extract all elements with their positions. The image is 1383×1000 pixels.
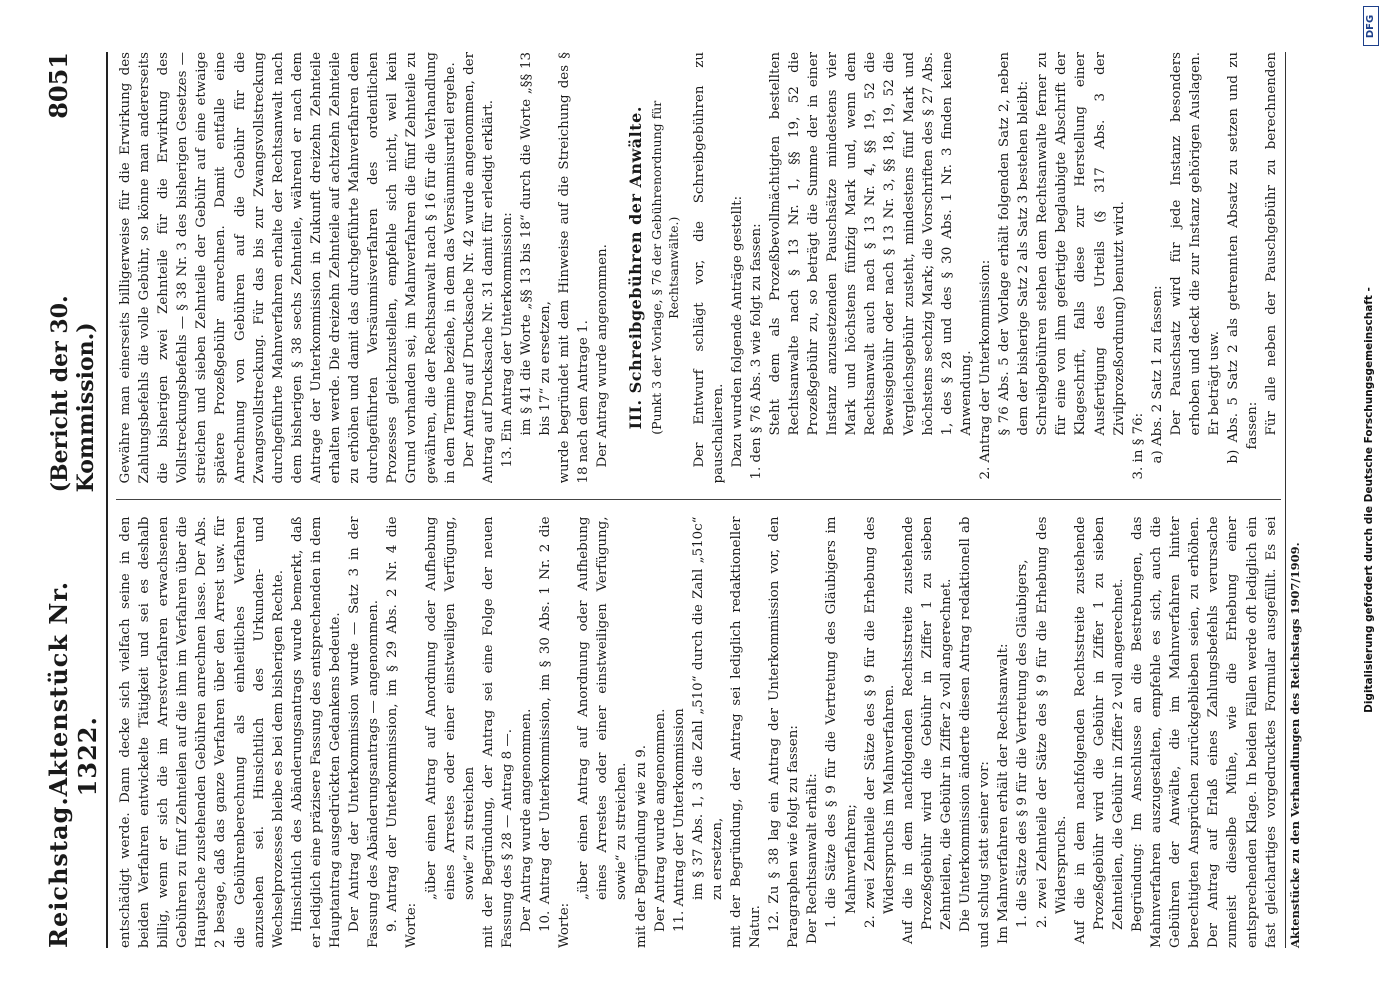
paragraph: Der Antrag wurde angenommen.: [652, 708, 668, 932]
digitization-credit: [1356, 0, 1382, 1000]
list-item: 2. zwei Zehnteile der Sätze des § 9 für die Erhebung des Widerspruchs.: [1034, 516, 1069, 928]
section-heading: III. Schreibgebühren der Anwälte.: [626, 106, 646, 430]
paragraph: 10. Antrag der Unterkommission, im § 30 Abs. 1 Nr. 2 die Worte:: [538, 516, 573, 948]
credit-text: Digitalisierung gefördert durch die Deutsche Forschungsgemeinschaft -: [1363, 287, 1375, 713]
header-reichstag: Reichstag.: [44, 796, 73, 948]
column-left: [116, 517, 1281, 949]
list-item: 2. zwei Zehnteile der Sätze des § 9 für die Erhebung des Widerspruchs im Mahnverfahren.: [862, 516, 897, 928]
paragraph: mit der Begründung, der Antrag sei lediglich redaktioneller Natur.: [729, 516, 764, 948]
quoted-text: „über einen Antrag auf Anordnung oder Aufhebung eines Arrestes oder einer einstweiligen Verfügung, sowie“ zu streichen: [423, 516, 477, 900]
text-columns: [116, 52, 1281, 948]
paragraph: Auf die in dem nachfolgenden Rechtsstreite zustehende Prozeßgebühr wird die Gebühr in Ziffer 1 zu sieben Zehnteilen, die Gebühr in Ziffer 2 voll angerechnet.: [900, 516, 955, 944]
paragraph: mit der Begründung, der Antrag sei eine Folge der neuen Fassung des § 28 — Antrag 8 —.: [480, 516, 515, 948]
dfg-logo-text: DFG: [1365, 14, 1377, 38]
paragraph: Begründung: Im Anschlusse an die Bestrebungen, das Mahnverfahren auszugestalten, empfehle es sich, auch die Gebühren der Anwälte, die im Mahnverfahren hinter berechtigten Ansprüchen zurückgeblieben seien, zu erhöhen. Der Antrag auf Erlaß eines Zahlungsbefehls verursache zumeist dieselbe Mühe, wie die Erhebung einer entsprechenden Klage. In beiden Fällen werde oft lediglich ein fast gleichartiges vorgedrucktes Formular ausgefüllt. Es sei: [1129, 516, 1279, 948]
column-rule: [116, 500, 1281, 501]
list-item: 1. den § 76 Abs. 3 wie folgt zu fassen:: [748, 223, 764, 480]
paragraph: mit der Begründung wie zu 9.: [633, 744, 649, 948]
running-head: [44, 52, 108, 948]
list-item: 3. in § 76:: [1130, 412, 1146, 480]
paragraph: Dazu wurden folgende Anträge gestellt:: [729, 195, 745, 468]
section-subheading: (Punkt 3 der Vorlage, § 76 der Gebührenordnung für Rechtsanwälte.): [648, 100, 681, 435]
paragraph: 11. Antrag der Unterkommission: [671, 708, 687, 932]
paragraph: Im Mahnverfahren erhält der Rechtsanwalt:: [996, 643, 1012, 944]
document-page: [38, 30, 1328, 970]
paragraph: Die Unterkommission änderte diesen Antrag redaktionell ab und schlug statt seiner vor:: [958, 516, 993, 948]
paragraph: Der Rechtsanwalt erhält:: [805, 773, 821, 944]
list-item: 1. die Sätze des § 9 für die Vertretung des Gläubigers,: [1015, 559, 1031, 928]
paragraph: Hinsichtlich des Abänderungsantrags wurde bemerkt, daß er lediglich eine präzisere Fassung des entsprechenden in dem Hauptantrag ausgedrückten Gedankens bedeute.: [289, 516, 344, 948]
dfg-logo: [1363, 6, 1379, 46]
paragraph: Der Antrag wurde angenommen.: [595, 244, 611, 468]
header-report: (Bericht der 30. Kommission.): [47, 295, 99, 493]
paragraph: Der Antrag der Unterkommission wurde — Satz 3 in der Fassung des Abänderungsantrags — angenommen.: [347, 516, 382, 948]
column-right: [116, 52, 1281, 484]
quoted-text: im § 41 die Worte „§§ 13 bis 18“ durch die Worte „§§ 13 bis 17“ zu ersetzen,: [518, 52, 554, 436]
footer-note: Aktenstücke zu den Verhandlungen des Reichstags 1907/1909.: [1285, 52, 1302, 948]
quoted-text: Schreibgebühren stehen dem Rechtsanwalte ferner zu für eine von ihm gefertigte beglaubigte Abschrift der Klageschrift, falls diese zur Herstellung einer Ausfertigung des Urteils (§ 317 Abs. 3 der Zivilprozeßordnung) benutzt wird.: [1035, 52, 1127, 436]
paragraph: Der Antrag auf Drucksache Nr. 42 wurde angenommen, der Antrag auf Drucksache Nr. 31 damit für erledigt erklärt.: [461, 52, 496, 484]
paragraph: entschädigt werde. Dann decke sich vielfach seine in den beiden Verfahren entwickelte Tätigkeit und sei es deshalb billig, wenn er sich die im Arrestverfahren erwachsenen Gebühren zu fünf Zehnteilen auf die ihm im Verfahren über die Hauptsache zustehenden Gebühren anrechnen lasse. Der Abs. 2 besage, daß das ganze Verfahren über den Arrest usw. für die Gebührenberechnung als einheitliches Verfahren anzusehen sei. Hinsichtlich des Urkunden- und Wechselprozesses bleibe es bei dem bisherigen Rechte.: [118, 516, 286, 948]
header-page-number: 8051: [44, 52, 73, 119]
quoted-text: Der Pauschsatz wird für jede Instanz besonders erhoben und deckt die zur Instanz gehörigen Auslagen. Er beträgt usw.: [1168, 52, 1223, 436]
paragraph: wurde begründet mit dem Hinweise auf die Streichung des § 18 nach dem Antrage 1.: [557, 52, 592, 484]
list-item: 2. Antrag der Unterkommission:: [977, 259, 993, 480]
paragraph: 9. Antrag der Unterkommission, im § 29 Abs. 2 Nr. 4 die Worte:: [385, 516, 420, 948]
list-item: b) Abs. 5 Satz 2 als getrennten Absatz zu setzen und zu fassen:: [1226, 52, 1261, 464]
header-aktenstueck: Aktenstück Nr. 1322.: [44, 580, 102, 797]
paragraph: Der Antrag wurde angenommen.: [518, 708, 534, 932]
list-item: a) Abs. 2 Satz 1 zu fassen:: [1149, 285, 1165, 464]
quoted-text: Für alle neben der Pauschgebühr zu berechnenden: [1264, 52, 1280, 436]
quoted-text: § 76 Abs. 5 der Vorlage erhält folgenden Satz 2, neben dem der bisherige Satz 2 als Satz 3 bestehen bleibt:: [997, 52, 1032, 436]
quoted-text: Steht dem als Prozeßbevollmächtigten bestellten Rechtsanwalte nach § 13 Nr. 1, §§ 19, 52 die Prozeßgebühr zu, so beträgt die Summe der in einer Instanz anzusetzenden Pauschsätze mindestens vier Mark und höchstens fünfzig Mark und, wenn dem Rechtsanwalt auch nach § 13 Nr. 4, §§ 19, 52 die Beweisgebühr oder nach § 13 Nr. 3, §§ 18, 19, 52 die Vergleichsgebühr zusteht, mindestens fünf Mark und höchstens sechzig Mark; die Vorschriften des § 27 Abs. 1, des § 28 und des § 30 Abs. 1 Nr. 3 finden keine Anwendung.: [767, 52, 974, 436]
paragraph: Gewähre man einerseits billigerweise für die Erwirkung des Zahlungsbefehls die volle Gebühr, so könne man andererseits die bisherigen zwei Zehnteile für die Erwirkung des Vollstreckungsbefehls — § 38 Nr. 3 des bisherigen Gesetzes — streichen und sieben Zehnteile der Gebühr auf eine etwaige spätere Prozeßgebühr anrechnen. Damit entfalle eine Anrechnung von Gebühren auf die Gebühr für die Zwangsvollstreckung. Für das bis zur Zwangsvollstreckung durchgeführte Mahnverfahren erhalte der Rechtsanwalt nach dem bisherigen § 38 sechs Zehnteile, während er nach dem Antrage der Unterkommission in Zukunft dreizehn Zehnteile erhalten werde. Die dreizehn Zehnteile auf achtzehn Zehnteile zu erhöhen und damit das durchgeführte Mahnverfahren dem durchgeführten Versäumnisverfahren des ordentlichen Prozesses gleichzustellen, empfehle sich nicht, weil kein Grund vorhanden sei, im Mahnverfahren die fünf Zehnteile zu gewähren, die der Rechtsanwalt nach § 16 für die Verhandlung in dem Termine beziehe, in dem das Versäumnisurteil ergehe.: [118, 52, 458, 484]
quoted-text: im § 37 Abs. 1, 3 die Zahl „510“ durch die Zahl „510c“ zu ersetzen,: [690, 516, 725, 900]
paragraph: 13. Ein Antrag der Unterkommission:: [499, 212, 515, 468]
paragraph: Auf die in dem nachfolgenden Rechtsstreite zustehende Prozeßgebühr wird die Gebühr in Ziffer 1 zu sieben Zehnteilen, die Gebühr in Ziffer 2 voll angerechnet.: [1072, 516, 1126, 944]
quoted-text: „über einen Antrag auf Anordnung oder Aufhebung eines Arrestes oder einer einstweiligen Verfügung, sowie“ zu streichen.: [576, 516, 630, 900]
paragraph: 12. Zu § 38 lag ein Antrag der Unterkommission vor, den Paragraphen wie folgt zu fassen:: [767, 516, 802, 948]
list-item: 1. die Sätze des § 9 für die Vertretung des Gläubigers im Mahnverfahren;: [824, 516, 859, 928]
paragraph: Der Entwurf schlägt vor, die Schreibgebühren zu pauschalieren.: [691, 52, 726, 484]
